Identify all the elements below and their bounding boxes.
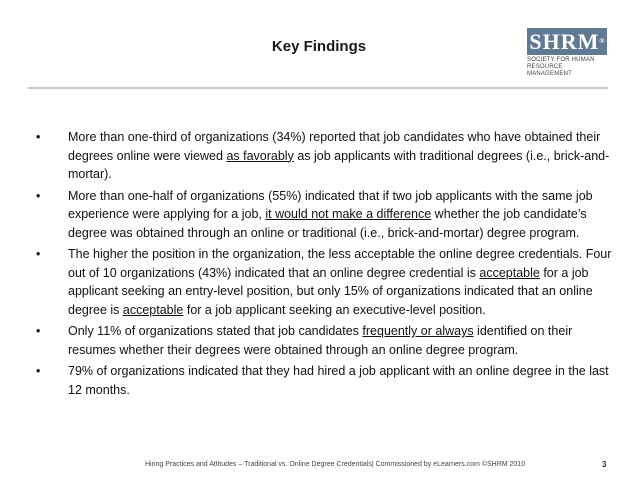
- finding-text: as job applicants with traditional degrees (i.e., brick-and-mortar).: [68, 148, 610, 181]
- logo-tagline: [527, 57, 609, 78]
- finding-item: [0, 245, 638, 319]
- bullet-icon: •: [36, 324, 41, 338]
- bullet-icon: •: [36, 130, 41, 144]
- bullet-icon: •: [36, 247, 41, 261]
- footer: [0, 459, 638, 473]
- finding-item: [0, 128, 638, 184]
- finding-text: The higher the position in the organization, the less acceptable the online degree credentials. Four out of 10 organizations (43%) indicated that an online degree credential is: [68, 247, 612, 280]
- shrm-logo: [527, 28, 609, 80]
- finding-text: for a job applicant seeking an executive-level position.: [183, 302, 486, 317]
- finding-text: Only 11% of organizations stated that job candidates: [68, 324, 363, 338]
- logo-registered-mark: ®: [599, 37, 605, 45]
- page-title: Key Findings: [271, 38, 367, 55]
- bullet-icon: •: [36, 188, 41, 203]
- bullet-icon: •: [36, 364, 41, 378]
- finding-text: More than one-third of organizations (34%) reported that job candidates who have obtained their degrees online were viewed: [68, 130, 601, 163]
- finding-item: [0, 322, 638, 359]
- finding-item: [0, 362, 638, 399]
- logo-line-1: SOCIETY FOR HUMAN: [527, 57, 595, 63]
- finding-emphasis: it would not make a difference: [265, 207, 432, 221]
- header-divider: [28, 87, 608, 89]
- footer-text: Hiring Practices and Attitudes – Traditional vs. Online Degree Credentials| Commissioned by eLearners.com ©SHRM 2010: [145, 461, 526, 468]
- finding-text: 79% of organizations indicated that they had hired a job applicant with an online degree in the last 12 months.: [68, 364, 609, 397]
- page-number: 3: [602, 460, 607, 469]
- logo-mark-text: SHRM: [529, 29, 600, 54]
- finding-text: whether the job candidate’s degree was obtained through an online or traditional (i.e., brick-and-mortar) degree program.: [68, 207, 587, 240]
- finding-emphasis: acceptable: [122, 302, 184, 317]
- finding-emphasis: acceptable: [479, 265, 540, 280]
- finding-text: identified on their resumes whether their degrees were obtained through an online degree program.: [68, 324, 573, 357]
- finding-text: for a job applicant seeking an entry-level position, but only 15% of organizations indicated that an online degree is: [68, 265, 593, 317]
- logo-mark: [527, 28, 607, 55]
- finding-text: More than one-half of organizations (55%) indicated that if two job applicants with the same job experience were applying for a job,: [68, 188, 593, 221]
- findings-list: [0, 128, 638, 402]
- logo-line-2: RESOURCE MANAGEMENT: [527, 64, 573, 77]
- finding-emphasis: frequently or always: [362, 324, 474, 338]
- finding-emphasis: as favorably: [226, 148, 294, 163]
- finding-item: [0, 187, 638, 243]
